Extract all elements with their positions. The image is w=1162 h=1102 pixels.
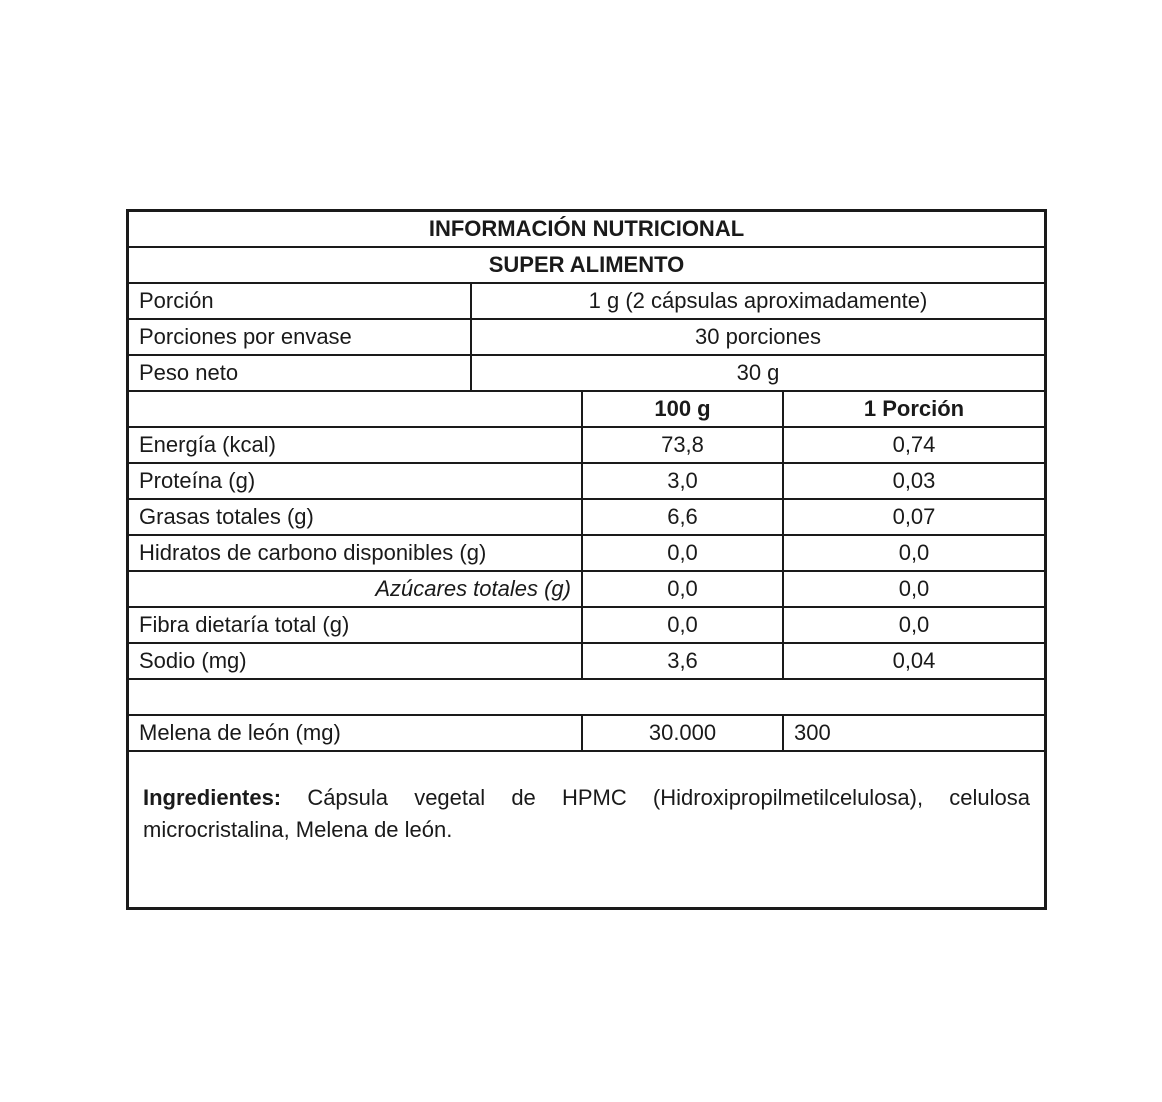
servings-per-container-label: Porciones por envase	[129, 319, 471, 355]
nutrition-label	[126, 209, 1047, 910]
nutrient-per-serving: 0,74	[783, 427, 1044, 463]
spacer-cell	[129, 679, 1044, 715]
nutrient-per-serving: 0,0	[783, 571, 1044, 607]
nutrient-per100: 73,8	[582, 427, 783, 463]
column-header-blank	[129, 391, 582, 427]
nutrient-row-fiber	[129, 607, 1044, 643]
extra-row-lions-mane	[129, 715, 1044, 751]
nutrient-row-sodium	[129, 643, 1044, 679]
net-weight-label: Peso neto	[129, 355, 471, 391]
nutrient-per100: 3,0	[582, 463, 783, 499]
subtitle-row	[129, 247, 1044, 283]
nutrient-per-serving: 0,0	[783, 607, 1044, 643]
column-header-per-serving: 1 Porción	[783, 391, 1044, 427]
extra-per100: 30.000	[582, 715, 783, 751]
nutrient-per100: 3,6	[582, 643, 783, 679]
title-row	[129, 212, 1044, 247]
serving-label: Porción	[129, 283, 471, 319]
servings-per-container-value: 30 porciones	[471, 319, 1044, 355]
nutrient-per-serving: 0,0	[783, 535, 1044, 571]
spacer-row	[129, 679, 1044, 715]
ingredients-section	[129, 752, 1044, 846]
label-subtitle: SUPER ALIMENTO	[129, 247, 1044, 283]
nutrition-table	[129, 212, 1044, 752]
nutrient-per100: 6,6	[582, 499, 783, 535]
nutrient-per100: 0,0	[582, 571, 783, 607]
net-weight-row	[129, 355, 1044, 391]
nutrient-name: Hidratos de carbono disponibles (g)	[129, 535, 582, 571]
servings-per-container-row	[129, 319, 1044, 355]
nutrient-row-carbs	[129, 535, 1044, 571]
column-header-per100: 100 g	[582, 391, 783, 427]
nutrient-row-energy	[129, 427, 1044, 463]
ingredients-text: Cápsula vegetal de HPMC (Hidroxipropilmetilcelulosa), celulosa microcristalina, Melena de león.	[143, 785, 1030, 842]
nutrient-per-serving: 0,04	[783, 643, 1044, 679]
nutrient-name: Sodio (mg)	[129, 643, 582, 679]
column-header-row	[129, 391, 1044, 427]
nutrient-name: Azúcares totales (g)	[129, 571, 582, 607]
nutrient-per100: 0,0	[582, 607, 783, 643]
nutrient-name: Energía (kcal)	[129, 427, 582, 463]
net-weight-value: 30 g	[471, 355, 1044, 391]
nutrient-name: Proteína (g)	[129, 463, 582, 499]
ingredients-label: Ingredientes:	[143, 785, 282, 810]
extra-per-serving: 300	[783, 715, 1044, 751]
label-title: INFORMACIÓN NUTRICIONAL	[129, 212, 1044, 247]
extra-name: Melena de león (mg)	[129, 715, 582, 751]
nutrient-row-fat	[129, 499, 1044, 535]
serving-row	[129, 283, 1044, 319]
nutrient-per-serving: 0,03	[783, 463, 1044, 499]
nutrient-name: Fibra dietaría total (g)	[129, 607, 582, 643]
nutrient-name: Grasas totales (g)	[129, 499, 582, 535]
serving-value: 1 g (2 cápsulas aproximadamente)	[471, 283, 1044, 319]
nutrient-per-serving: 0,07	[783, 499, 1044, 535]
nutrient-per100: 0,0	[582, 535, 783, 571]
nutrient-row-sugars	[129, 571, 1044, 607]
nutrient-row-protein	[129, 463, 1044, 499]
